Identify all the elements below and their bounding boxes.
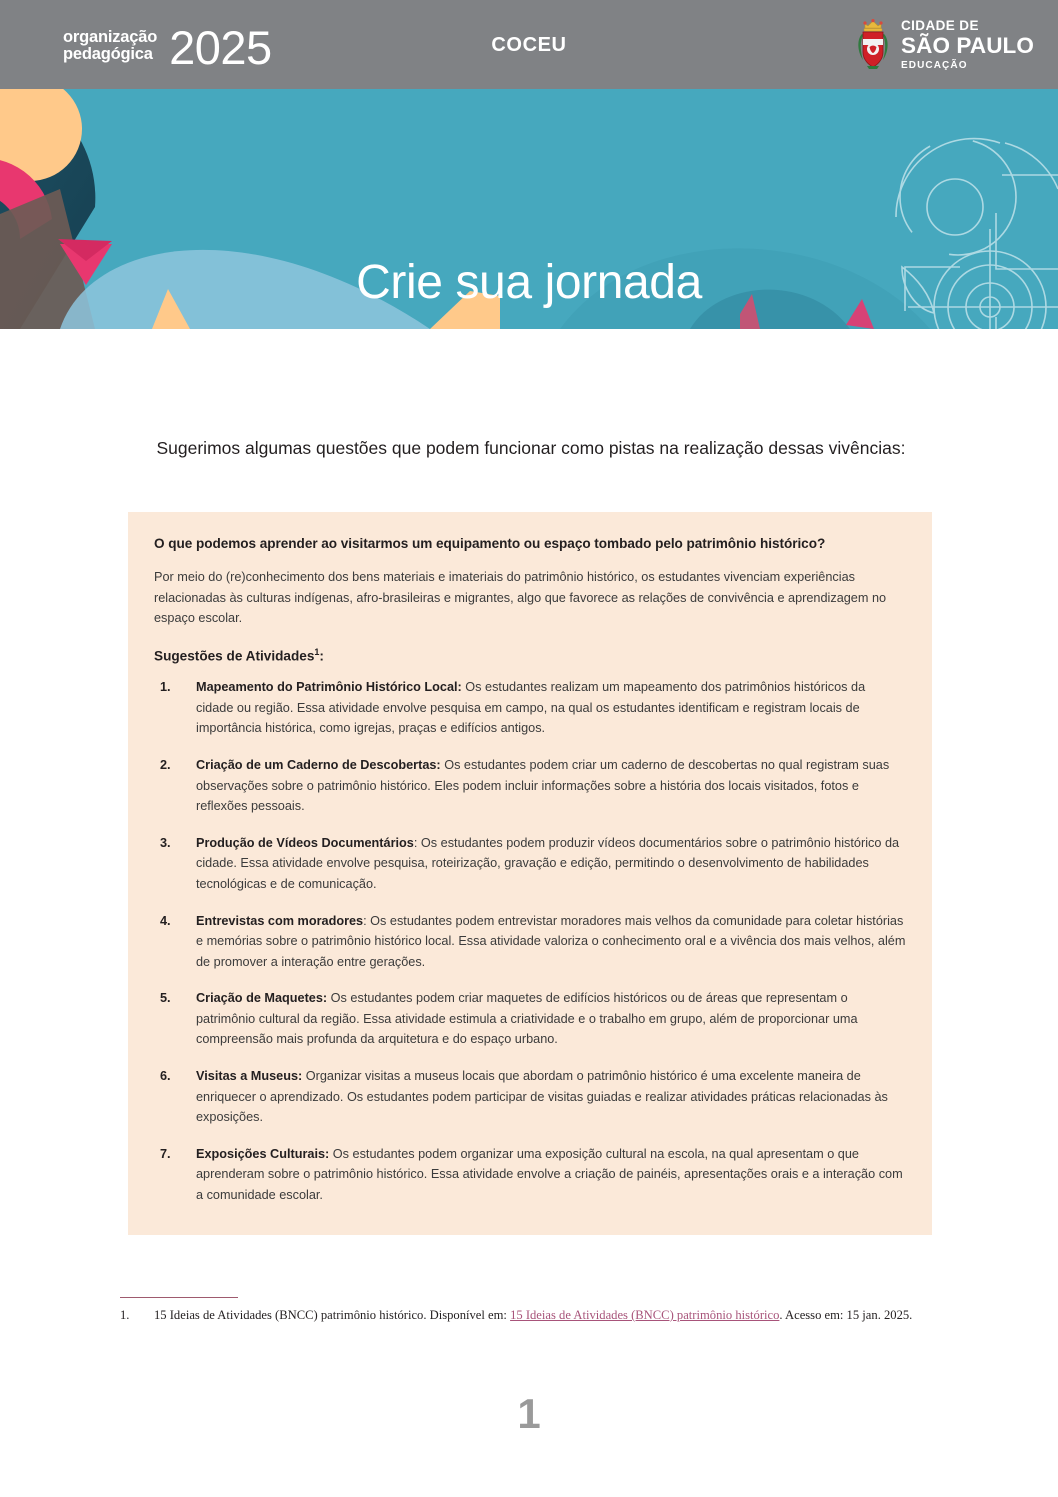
activity-body: Os estudantes podem organizar uma exposição cultural na escola, na qual apresentam o que aprenderam sobre o patrimônio histórico. Essa atividade envolve a criação de painéis, apresentações orais e a interação com a comunidade escolar.	[196, 1146, 903, 1202]
activity-title: Exposições Culturais:	[196, 1146, 330, 1161]
activity-body: Os estudantes podem criar maquetes de edifícios históricos ou de áreas que representam o patrimônio cultural da região. Essa atividade estimula a criatividade e o trabalho em grupo, além de proporcionar uma compreensão mais profunda da arquitetura e do espaço urbano.	[196, 991, 858, 1047]
brand-year: 2025	[169, 21, 272, 74]
panel-subheading	[154, 647, 906, 664]
activity-item	[154, 1144, 906, 1206]
activity-body: Organizar visitas a museus locais que abordam o patrimônio histórico é uma excelente maneira de enriquecer o aprendizado. Os estudantes podem participar de visitas guiadas e realizar atividades práticas relacionadas às exposições.	[196, 1068, 888, 1125]
footnote-text-after: . Acesso em: 15 jan. 2025.	[779, 1308, 913, 1322]
sao-paulo-logo	[854, 19, 1034, 71]
intro-paragraph: Sugerimos algumas questões que podem funcionar como pistas na realização dessas vivências:	[156, 438, 906, 458]
activity-item	[154, 833, 906, 895]
brand-line-1: organização	[63, 28, 158, 46]
logo-line-educacao: EDUCAÇÃO	[901, 60, 968, 71]
footnote-separator-rule	[120, 1297, 238, 1298]
activity-title: Criação de Maquetes:	[196, 991, 328, 1006]
footnote-link[interactable]: 15 Ideias de Atividades (BNCC) patrimônio histórico	[510, 1308, 780, 1322]
logo-line-sao-paulo: SÃO PAULO	[901, 32, 1034, 58]
hero-title: Crie sua jornada	[356, 256, 702, 309]
logo-line-cidade-de: CIDADE DE	[901, 18, 979, 33]
activity-body: Os estudantes podem criar um caderno de descobertas no qual registram suas observações sobre o patrimônio histórico. Eles podem incluir informações sobre a história dos locais visitados, fotos e reflexões pessoais.	[196, 758, 890, 814]
activity-title: Visitas a Museus:	[196, 1068, 303, 1083]
activities-list	[154, 677, 906, 1205]
panel-subheading-text: Sugestões de Atividades	[154, 648, 315, 664]
activity-number: 7.	[160, 1146, 171, 1161]
footnote-number: 1.	[120, 1308, 130, 1322]
footnote-area	[120, 1297, 940, 1325]
activity-title: Criação de um Caderno de Descobertas:	[196, 758, 441, 773]
activity-body: Os estudantes realizam um mapeamento dos patrimônios históricos da cidade ou região. Essa atividade envolve pesquisa em campo, na qual os estudantes identificam e registram locais de importância histórica, como igrejas, praças e edifícios antigos.	[196, 680, 866, 736]
content-panel	[128, 512, 932, 1235]
activity-number: 4.	[160, 913, 171, 928]
footnote-marker: 1	[314, 646, 320, 657]
footnote-text	[154, 1307, 940, 1325]
brand-line-2: pedagógica	[63, 45, 153, 63]
activity-number: 5.	[160, 991, 171, 1006]
panel-question: O que podemos aprender ao visitarmos um equipamento ou espaço tombado pelo patrimônio histórico?	[154, 536, 826, 551]
activity-item	[154, 677, 906, 739]
activity-item	[154, 755, 906, 817]
activity-number: 1.	[160, 680, 171, 695]
activity-number: 3.	[160, 835, 171, 850]
panel-paragraph: Por meio do (re)conhecimento dos bens materiais e imateriais do patrimônio histórico, os estudantes vivenciam experiências relacionadas às culturas indígenas, afro-brasileiras e migrantes, algo que favorece as relações de convivência e aprendizagem no espaço escolar.	[154, 570, 887, 626]
activity-title: Produção de Vídeos Documentários	[196, 835, 414, 850]
header-center-label: COCEU	[491, 34, 567, 56]
activity-title: Entrevistas com moradores	[196, 913, 364, 928]
activity-body: : Os estudantes podem entrevistar moradores mais velhos da comunidade para coletar histórias e memórias sobre o patrimônio histórico local. Essa atividade valoriza o conhecimento oral e a vivência dos mais velhos, além de promover a interação entre gerações.	[196, 913, 906, 969]
sao-paulo-wordmark	[901, 19, 1034, 71]
activity-number: 2.	[160, 758, 171, 773]
activity-number: 6.	[160, 1068, 171, 1083]
activity-body: : Os estudantes podem produzir vídeos documentários sobre o patrimônio histórico da cidade. Essa atividade envolve pesquisa, roteirização, gravação e edição, permitindo o desenvolvimento de habilidades tecnológicas e de comunicação.	[196, 835, 900, 891]
hero-banner	[0, 89, 1058, 329]
activity-title: Mapeamento do Patrimônio Histórico Local:	[196, 680, 462, 695]
panel-subheading-colon: :	[319, 648, 324, 664]
page-number: 1	[517, 1390, 541, 1437]
footnote-entry	[120, 1307, 940, 1325]
activity-item	[154, 1066, 906, 1128]
footnote-text-before: 15 Ideias de Atividades (BNCC) patrimônio histórico. Disponível em:	[154, 1308, 511, 1322]
sao-paulo-coat-of-arms-icon	[854, 19, 892, 71]
activity-item	[154, 911, 906, 973]
activity-item	[154, 988, 906, 1050]
page-header-bar	[0, 0, 1058, 89]
